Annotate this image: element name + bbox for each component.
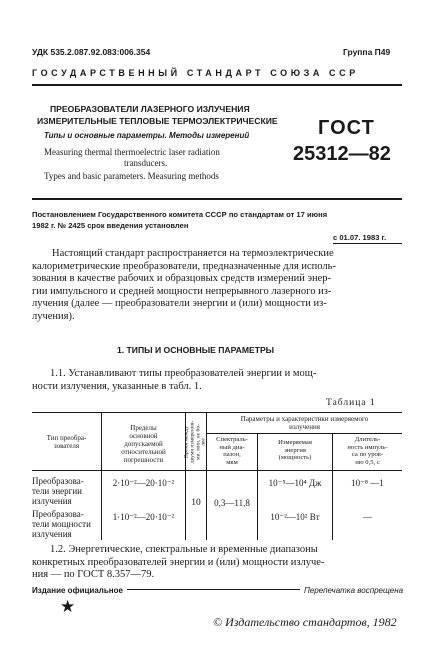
udk-code: УДК 535.2.087.92.083:006.354 <box>32 47 151 57</box>
intro-line: калориметрические преобразователи, предназначенные для исполь- <box>32 260 336 272</box>
table-row-2-type: Преобразова- тели мощности излучения <box>32 509 91 539</box>
decree-line1: Постановлением Государственного комитета СССР по стандартам от 17 июня <box>32 210 328 219</box>
intro-line: лучения (далее — преобразователи энергии и (или) мощности из- <box>32 298 327 310</box>
decree-line2: 1982 г. № 2425 срок введения установлен <box>32 221 189 230</box>
title-en-line1: Measuring thermal thermoelectric laser radiation <box>44 147 220 157</box>
table-shared-time: 10 <box>191 498 201 508</box>
title-en-line3: Types and basic parameters. Measuring methods <box>44 171 219 181</box>
title-rule <box>32 198 402 200</box>
section1-heading: 1. ТИПЫ И ОСНОВНЫЕ ПАРАМЕТРЫ <box>117 345 275 355</box>
intro-line: гии импульсного и средней мощности непрерывного лазерного из- <box>32 285 332 297</box>
table-row-1-type: Преобразова- тели энергии излучения <box>32 476 84 506</box>
th-measured: Измеряемая энергия (мощность) <box>278 439 312 461</box>
title-ru-subtitle: Типы и основные параметры. Методы измерений <box>44 131 250 140</box>
copyright: © Издательство стандартов, 1982 <box>213 615 397 629</box>
p12-line: конкретных преобразователей энергии и (или) мощности излуче- <box>32 556 325 568</box>
th-time-cell <box>183 414 207 470</box>
p11-line1: 1.1. Устанавливают типы преобразователей энергии и мощ- <box>50 368 317 379</box>
th-time: Время между двумя измерения- ми, мин, не бо- лее <box>183 420 207 464</box>
reprint-notice: Перепечатка воспрещена <box>300 586 403 595</box>
table-shared-spectral: 0,3—11,8 <box>214 498 250 508</box>
star-icon: ★ <box>60 597 76 616</box>
title-ru-line2: ИЗМЕРИТЕЛЬНЫЕ ТЕПЛОВЫЕ ТЕРМОЭЛЕКТРИЧЕСКИЕ <box>37 116 278 126</box>
table-1 <box>32 412 402 540</box>
title-ru-line1: ПРЕОБРАЗОВАТЕЛИ ЛАЗЕРНОГО ИЗЛУЧЕНИЯ <box>50 104 250 114</box>
table-caption: Таблица 1 <box>326 398 376 408</box>
th-type: Тип преобра- зователя <box>46 434 87 450</box>
p12-line: 1.2. Энергетические, спектральные и временные диапазоны <box>50 544 318 555</box>
table-row-2-error: 1·10⁻²—20·10⁻² <box>112 512 175 522</box>
intro-line: лучения). <box>32 310 75 322</box>
title-en-line2: transducers. <box>124 158 168 168</box>
table-row-1-duration: 10⁻⁸ —1 <box>351 478 384 488</box>
decree-date-underline <box>333 243 402 244</box>
p11-line2: ности излучения, указанные в табл. 1. <box>32 381 202 392</box>
table-row-1-error: 2·10⁻²—20·10⁻² <box>112 478 175 488</box>
gost-label: ГОСТ <box>318 117 375 139</box>
p12-line: ния — по ГОСТ 8.357—79. <box>32 569 155 581</box>
intro-paragraph <box>32 248 402 324</box>
th-error: Пределы основной допускаемой относительной погрешности <box>121 424 166 464</box>
th-duration: Длитель- ность импуль- са по уров- ню 0,5, с <box>347 436 388 466</box>
table-row-1-measured: 10⁻⁵—10⁴ Дж <box>268 478 322 488</box>
th-spectral: Спектраль- ный диа- пазон, мкм <box>216 436 248 466</box>
decree-date: с 01.07. 1983 г. <box>333 233 387 242</box>
intro-line: зования в качестве рабочих и образцовых средств измерений энер- <box>32 273 332 285</box>
p12-paragraph <box>32 544 402 582</box>
th-params: Параметры и характеристики измеряемого излучения <box>240 415 369 431</box>
official-edition: Издание официальное <box>32 586 127 595</box>
table-row-2-duration: — <box>363 512 372 522</box>
gost-number: 25312—82 <box>293 143 391 165</box>
table-row-2-measured: 10⁻²—10² Вт <box>270 512 320 522</box>
intro-line: Настоящий стандарт распространяется на термоэлектрические <box>52 248 334 259</box>
group-code: Группа П49 <box>343 47 391 57</box>
banner-rule <box>32 84 402 86</box>
state-standard-banner: ГОСУДАРСТВЕННЫЙ СТАНДАРТ СОЮЗА ССР <box>32 68 359 78</box>
